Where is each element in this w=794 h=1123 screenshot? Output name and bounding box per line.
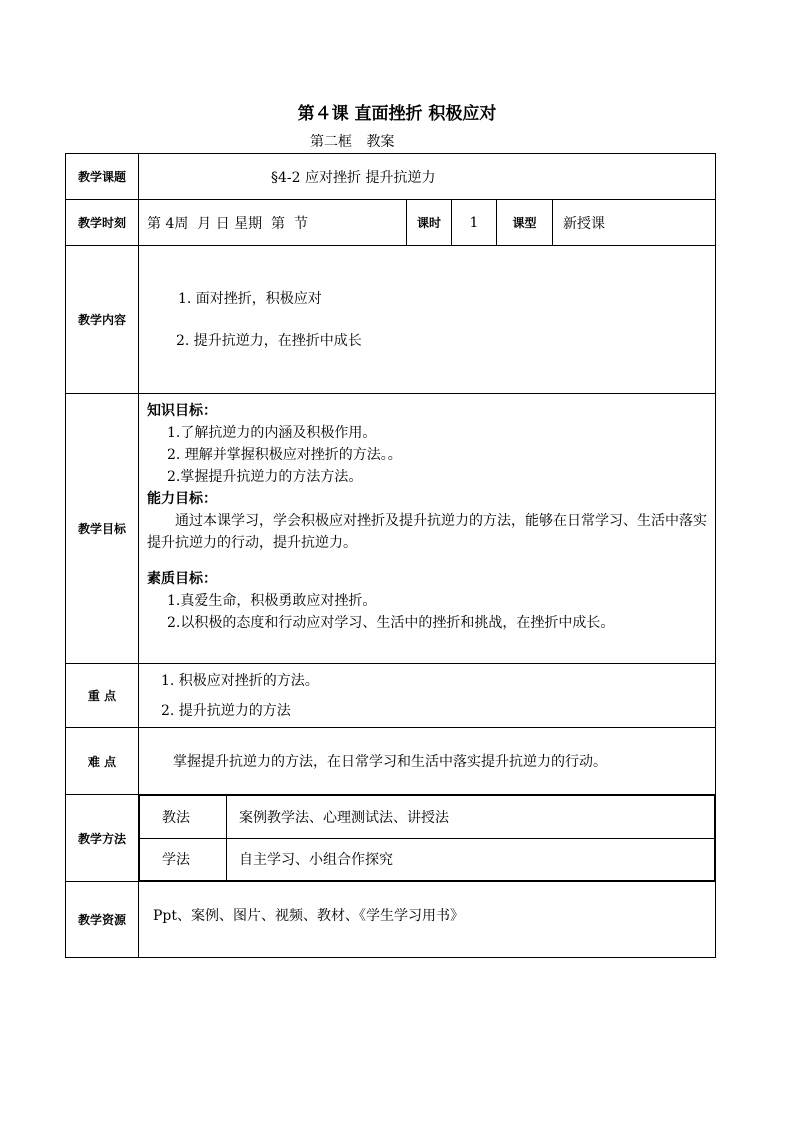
difficult-value: 掌握提升抗逆力的方法，在日常学习和生活中落实提升抗逆力的行动。 xyxy=(139,728,716,795)
difficult-label: 难 点 xyxy=(66,728,139,795)
hours-value: 1 xyxy=(452,200,497,246)
knowledge-item-1: 1.了解抗逆力的内涵及积极作用。 xyxy=(167,425,377,441)
key-point-2: 2. 提升抗逆力的方法 xyxy=(161,702,291,719)
type-label: 课型 xyxy=(497,200,553,246)
time-label: 教学时刻 xyxy=(66,200,139,246)
content-cell xyxy=(139,246,716,394)
time-row xyxy=(66,200,716,246)
content-item-1: 1. 面对挫折，积极应对 xyxy=(178,290,322,307)
key-points-cell xyxy=(139,664,716,728)
ability-heading: 能力目标： xyxy=(147,491,217,507)
key-points-label: 重 点 xyxy=(66,664,139,728)
knowledge-heading: 知识目标： xyxy=(147,403,217,419)
lesson-plan-table xyxy=(65,153,716,958)
goals-label: 教学目标 xyxy=(66,394,139,664)
topic-label: 教学课题 xyxy=(66,154,139,200)
quality-item-2: 2.以积极的态度和行动应对学习、生活中的挫折和挑战，在挫折中成长。 xyxy=(167,615,615,631)
resources-label: 教学资源 xyxy=(66,882,139,958)
learn-method-label: 学法 xyxy=(140,838,227,881)
time-value: 第 4周 月 日 星期 第 节 xyxy=(139,200,407,246)
goals-cell xyxy=(139,394,716,664)
key-points-row xyxy=(66,664,716,728)
quality-item-1: 1.真爱生命，积极勇敢应对挫折。 xyxy=(167,593,377,609)
ability-text: 通过本课学习，学会积极应对挫折及提升抗逆力的方法，能够在日常学习、生活中落实提升抗逆力的行动，提升抗逆力。 xyxy=(147,513,707,551)
hours-label: 课时 xyxy=(407,200,452,246)
type-value: 新授课 xyxy=(553,200,716,246)
knowledge-item-3: 2.掌握提升抗逆力的方法方法。 xyxy=(167,469,363,485)
content-item-2: 2. 提升抗逆力，在挫折中成长 xyxy=(176,332,362,349)
teach-method-label: 教法 xyxy=(140,796,227,839)
methods-label: 教学方法 xyxy=(66,795,139,882)
topic-value: §4-2 应对挫折 提升抗逆力 xyxy=(139,154,716,200)
knowledge-item-2: 2. 理解并掌握积极应对挫折的方法。。 xyxy=(167,447,402,463)
page-title: 第４课 直面挫折 积极应对 xyxy=(297,104,497,124)
page-subtitle: 第二框 教案 xyxy=(310,134,395,150)
content-row xyxy=(66,246,716,394)
content-label: 教学内容 xyxy=(66,246,139,394)
methods-cell xyxy=(139,795,716,882)
learn-method-value: 自主学习、小组合作探究 xyxy=(227,838,715,881)
teach-method-value: 案例教学法、心理测试法、讲授法 xyxy=(227,796,715,839)
difficult-row xyxy=(66,728,716,795)
resources-value: Ppt、案例、图片、视频、教材、《学生学习用书》 xyxy=(139,882,716,958)
resources-row xyxy=(66,882,716,958)
goals-row xyxy=(66,394,716,664)
methods-row xyxy=(66,795,716,882)
quality-heading: 素质目标： xyxy=(147,571,217,587)
topic-row xyxy=(66,154,716,200)
key-point-1: 1. 积极应对挫折的方法。 xyxy=(161,672,319,689)
